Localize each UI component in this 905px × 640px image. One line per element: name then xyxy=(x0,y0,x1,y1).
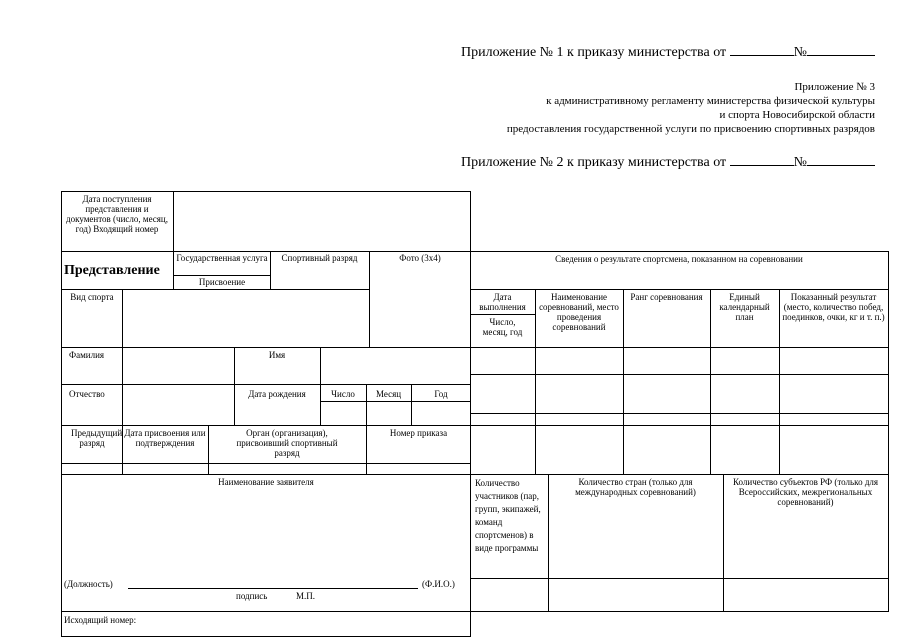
sport-type-label: Вид спорта xyxy=(70,292,114,302)
col-result-header: Показанный результат (место, количество побед, поединков, очки, кг и т. п.) xyxy=(782,292,885,322)
position-label: (Должность) xyxy=(64,579,113,589)
prev-rank-label: Предыдущий разряд xyxy=(71,428,123,448)
receipt-date-label: Дата поступления представления и документов (число, месяц, год) Входящий номер xyxy=(66,194,168,234)
fio-label: (Ф.И.О.) xyxy=(422,579,455,589)
col-calendar-header: Единый календарный план xyxy=(719,292,770,322)
number-blank[interactable] xyxy=(807,44,875,56)
name-label: Имя xyxy=(268,350,286,360)
day-label: Число xyxy=(331,389,355,399)
birth-date-label: Дата рождения xyxy=(248,389,306,399)
presentation-title: Представление xyxy=(64,263,160,278)
countries-label: Количество стран (только для международных соревнований) xyxy=(575,477,696,497)
header-line-1 xyxy=(461,44,875,61)
sport-rank-label: Спортивный разряд xyxy=(281,253,358,263)
photo-label: Фото (3х4) xyxy=(399,253,441,263)
applicant-label: Наименование заявителя xyxy=(218,477,314,487)
subjects-label: Количество субъектов РФ (только для Всероссийских, межрегиональных соревнований) xyxy=(732,477,879,507)
assignment-label: Присвоение xyxy=(198,277,246,287)
outgoing-label: Исходящий номер: xyxy=(64,615,137,625)
number-sign-2: № xyxy=(793,155,807,170)
order-no-label: Номер приказа xyxy=(389,428,448,438)
signature-label: подпись xyxy=(236,591,268,601)
appendix-3-line-3: и спорта Новосибирской области xyxy=(719,109,875,121)
surname-label: Фамилия xyxy=(69,350,105,360)
header-line-2 xyxy=(461,154,875,171)
appendix-3-line-2: к административному регламенту министерства физической культуры xyxy=(546,95,875,107)
patronymic-label: Отчество xyxy=(69,389,105,399)
appendix-3-block xyxy=(507,80,875,136)
header-line-2-text: Приложение № 2 к приказу министерства от xyxy=(461,155,727,170)
col-comp-header: Наименование соревнований, место проведения соревнований xyxy=(539,292,619,332)
date-blank-2[interactable] xyxy=(730,154,794,166)
participants-label: Количество участников (пар, групп, экипажей, команд спортсменов) в виде программы xyxy=(475,478,541,553)
col-date-header: Дата выполнения xyxy=(479,292,526,312)
assign-date-label: Дата присвоения или подтверждения xyxy=(124,428,206,448)
header-line-1-text: Приложение № 1 к приказу министерства от xyxy=(461,45,727,60)
date-blank[interactable] xyxy=(730,44,794,56)
results-title: Сведения о результате спортсмена, показанном на соревновании xyxy=(555,254,803,264)
appendix-3-title: Приложение № 3 xyxy=(794,81,875,93)
appendix-3-line-4: предоставления государственной услуги по присвоению спортивных разрядов xyxy=(506,123,875,135)
number-sign: № xyxy=(793,45,807,60)
year-label: Год xyxy=(434,389,448,399)
mp-label: М.П. xyxy=(296,591,316,601)
position-signature-line[interactable] xyxy=(128,588,418,589)
col-rank-header: Ранг соревнования xyxy=(630,292,703,302)
month-label: Месяц xyxy=(375,389,402,399)
number-blank-2[interactable] xyxy=(807,154,875,166)
state-service-label: Государственная услуга xyxy=(176,253,268,263)
col-date-sub-header: Число, месяц, год xyxy=(482,317,523,337)
organ-label: Орган (организация), присвоивший спортивный разряд xyxy=(236,428,338,458)
